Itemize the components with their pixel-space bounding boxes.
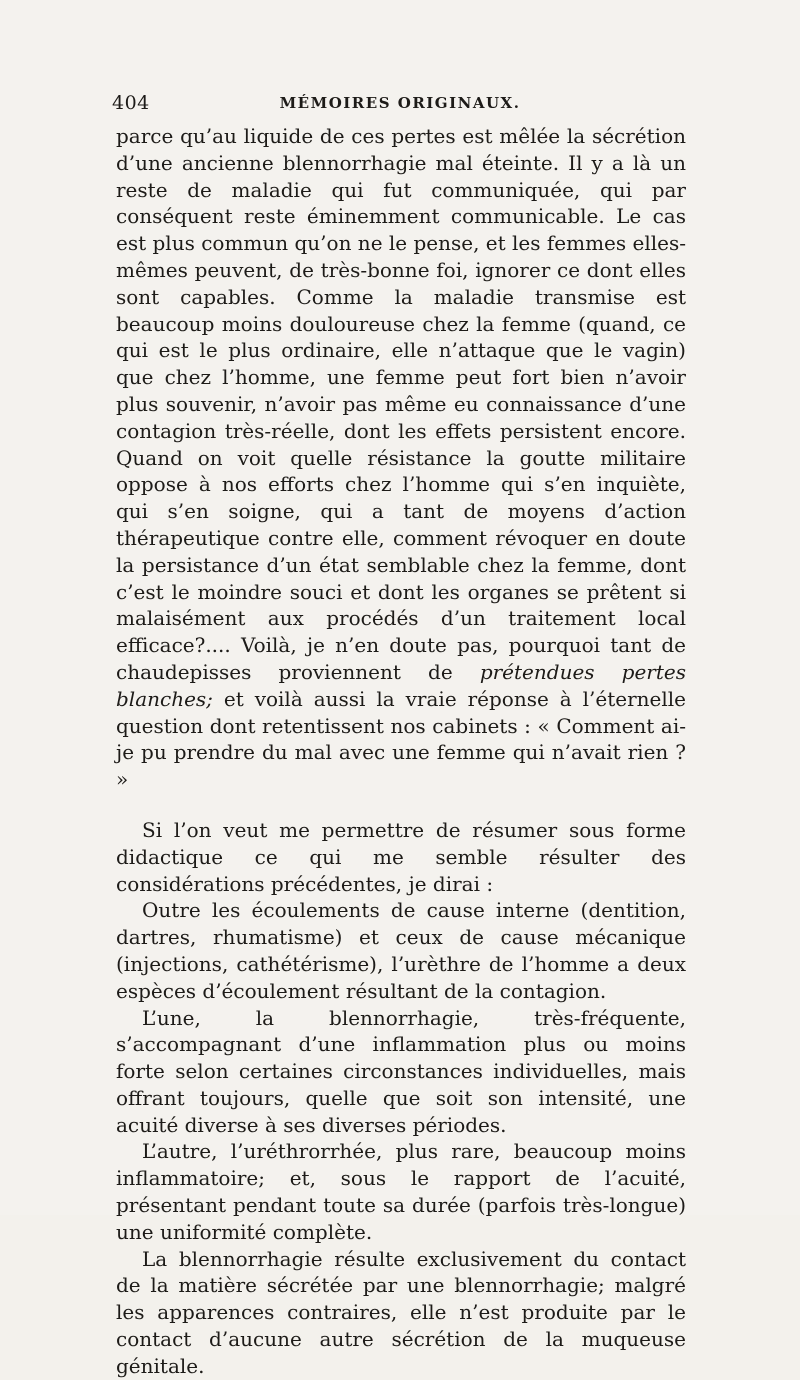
paragraph-1 [116,123,686,793]
paragraph-1-italic-phrase: prétendues pertes blanches; [116,659,687,711]
paragraph-4: L’une, la blennorrhagie, très-fréquente, s’accompagnant d’une inflammation plus ou moins forte selon certaines circonstances individuelles, mais offrant toujours, quelle que soit son intensité, une acuité diverse à ses diverses périodes. [116,1005,686,1137]
paragraph-5: L’autre, l’uréthrorrhée, plus rare, beaucoup moins inflammatoire; et, sous le rapport de l’acuité, présentant pendant toute sa durée (parfois très-longue) une uniformité complète. [116,1139,686,1244]
body-text [116,123,686,1380]
page-number: 404 [112,92,150,114]
paragraph-1-text-a: parce qu’au liquide de ces pertes est mêlée la sécrétion d’une ancienne blennorrhagie mal éteinte. Il y a là un reste de maladie qui fut communiquée, qui par conséquent reste éminemment communicable. Le cas est plus commun qu’on ne le pense, et les femmes elles-mêmes peuvent, de très-bonne foi, ignorer ce dont elles sont capables. Comme la maladie transmise est beaucoup moins douloureuse chez la femme (quand, ce qui est le plus ordinaire, elle n’attaque que le vagin) que chez l’homme, une femme peut fort bien n’avoir plus souvenir, n’avoir pas même eu connaissance d’une contagion très-réelle, dont les effets persistent encore. Quand on voit quelle résistance la goutte militaire oppose à nos efforts chez l’homme qui s’en inquiète, qui s’en soigne, qui a tant de moyens d’action thérapeutique contre elle, comment révoquer en doute la persistance d’un état semblable chez la femme, dont c’est le moindre souci et dont les organes se prêtent si malaisément aux procédés d’un traitement local efficace?.... Voilà, je n’en doute pas, pourquoi tant de chaudepisses proviennent de [116,124,686,684]
running-title: MÉMOIRES ORIGINAUX. [279,94,521,112]
page-header [112,92,688,122]
paragraph-2: Si l’on veut me permettre de résumer sous forme didactique ce qui me semble résulter des considérations précédentes, je dirai : [116,817,686,896]
paragraph-1-text-b: et voilà aussi la vraie réponse à l’éternelle question dont retentissent nos cabinets : « Comment ai-je pu prendre du mal avec une femme qui n’avait rien ? » [116,686,686,792]
paragraph-6: La blennorrhagie résulte exclusivement du contact de la matière sécrétée par une blennorrhagie; malgré les apparences contraires, elle n’est produite par le contact d’aucune autre sécrétion de la muqueuse génitale. [116,1246,686,1378]
paragraph-3: Outre les écoulements de cause interne (dentition, dartres, rhumatisme) et ceux de cause mécanique (injections, cathétérisme), l’urèthre de l’homme a deux espèces d’écoulement résultant de la contagion. [116,898,686,1003]
